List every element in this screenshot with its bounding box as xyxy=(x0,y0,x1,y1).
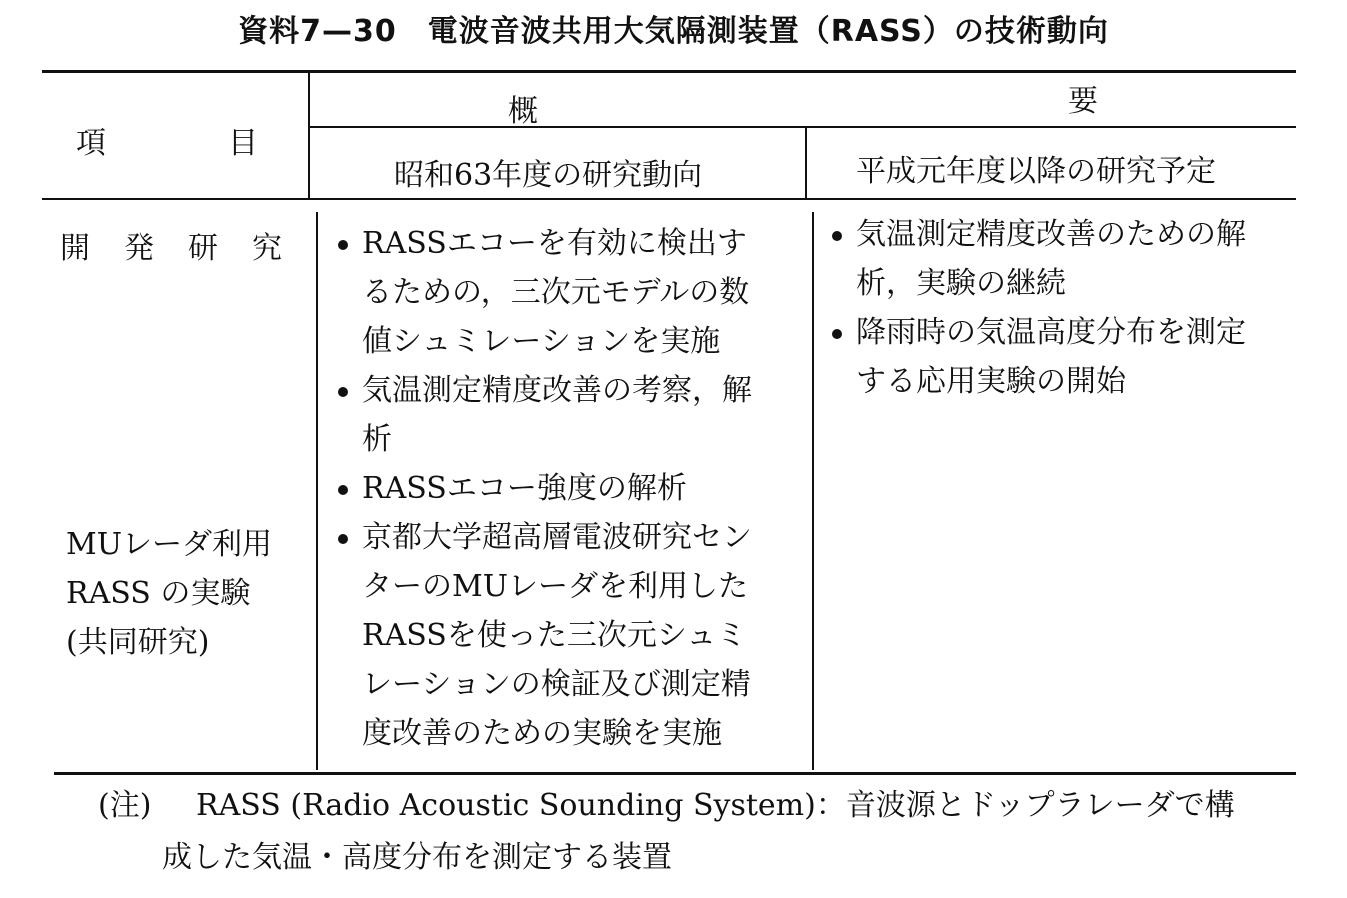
s63-column xyxy=(334,219,752,758)
row2-item-line-3: (共同研究) xyxy=(66,625,210,660)
list-item: RASSエコーを有効に検出す るための，三次元モデルの数 値シュミレーションを実施 xyxy=(334,219,752,366)
note-label: (注) xyxy=(98,788,152,823)
note-line-1: RASS (Radio Acoustic Sounding System)：音波源とドップラレーダで構 xyxy=(196,788,1235,823)
s63-column-divider-body xyxy=(812,212,814,770)
row2-item xyxy=(66,520,272,667)
h1-column xyxy=(828,210,1246,406)
list-item: 降雨時の気温高度分布を測定 する応用実験の開始 xyxy=(828,308,1246,406)
header-s63: 昭和63年度の研究動向 xyxy=(394,158,703,193)
table-bottom-rule xyxy=(54,772,1296,775)
list-item: 気温測定精度改善の考察，解 析 xyxy=(334,366,752,464)
header-overview-rule xyxy=(308,126,1296,128)
s63-list xyxy=(334,219,752,758)
list-item: 気温測定精度改善のための解 析，実験の継続 xyxy=(828,210,1246,308)
note-line-2: 成した気温・高度分布を測定する装置 xyxy=(162,840,672,875)
row2-item-line-2: RASS の実験 xyxy=(66,576,251,611)
header-item: 項 目 xyxy=(76,126,266,161)
row1-item-line: 開 発 研 究 xyxy=(60,231,284,266)
h1-list xyxy=(828,210,1246,406)
list-item: 京都大学超高層電波研究セン ターのMUレーダを利用した RASSを使った三次元シュミ レーションの検証及び測定精 度改善のための実験を実施 xyxy=(334,513,752,758)
list-item: RASSエコー強度の解析 xyxy=(334,464,752,513)
row1-item xyxy=(60,224,284,273)
page-title: 資料7—30 電波音波共用大気隔測装置（RASS）の技術動向 xyxy=(238,14,1109,49)
item-column-divider xyxy=(308,72,310,198)
item-column-divider-body xyxy=(316,212,318,770)
header-bottom-rule xyxy=(42,198,1296,200)
header-h1: 平成元年度以降の研究予定 xyxy=(856,154,1216,189)
s63-column-divider xyxy=(805,128,807,198)
header-overview-2: 要 xyxy=(1068,84,1098,119)
table-top-rule xyxy=(42,70,1296,73)
header-overview-1: 概 xyxy=(508,94,538,129)
row2-item-line-1: MUレーダ利用 xyxy=(66,527,273,562)
